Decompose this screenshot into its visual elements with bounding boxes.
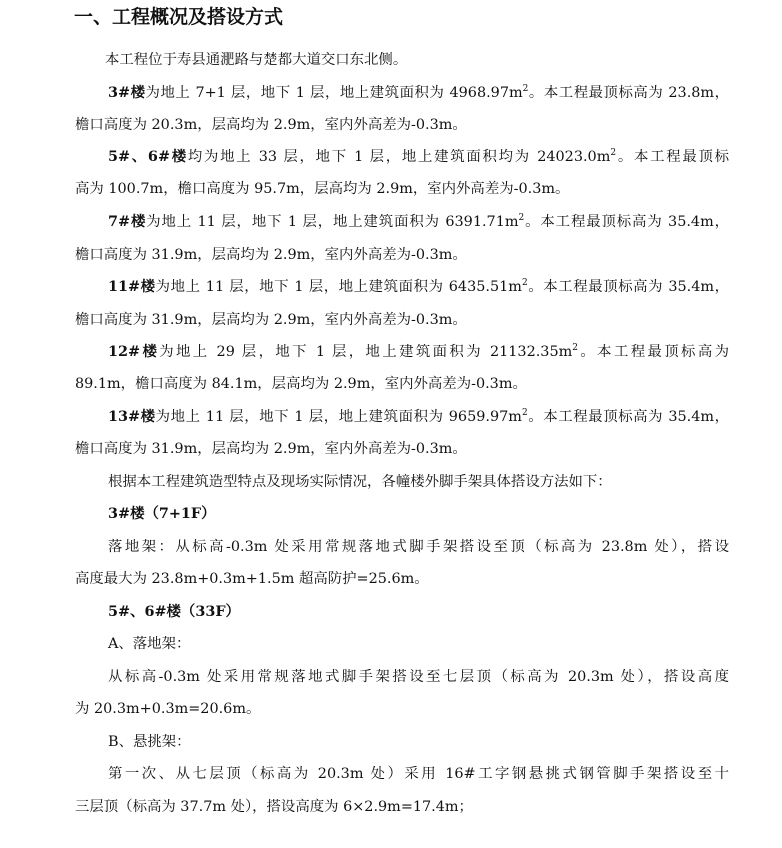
building-5-6-line1: 5#、6#楼均为地上 33 层，地下 1 层，地上建筑面积均为 $24023.0m^2$。本工程最顶标 [108, 148, 729, 165]
building-3-line2: 檐口高度为 20.3m，层高均为 2.9m，室内外高差为-0.3m。 [75, 117, 467, 133]
section-5-6-a-line2: 为 20.3m+0.3m=20.6m。 [75, 701, 261, 717]
building-3-line1: 3#楼为地上 7+1 层，地下 1 层，地上建筑面积为 $4968.97m^2$。本工程最顶标高为 23.8m， [108, 84, 729, 101]
building-7-line1: 7#楼为地上 11 层，地下 1 层，地上建筑面积为 $6391.71m^2$。本工程最顶标高为 35.4m， [108, 213, 730, 230]
building-5-6-name: 5#、6#楼 [108, 148, 188, 165]
section-5-6-b-line2: 三层顶（标高为 37.7m 处），搭设高度为 6×2.9m=17.4m； [75, 799, 473, 815]
section-3-line2: 高度最大为 23.8m+0.3m+1.5m 超高防护=25.6m。 [75, 571, 429, 587]
building-11-line1: 11#楼为地上 11 层，地下 1 层，地上建筑面积为 $6435.51m^2$。本工程最顶标高为 35.4m， [108, 278, 729, 295]
building-13-line2: 檐口高度为 31.9m，层高均为 2.9m，室内外高差为-0.3m。 [75, 441, 467, 457]
section-3-title: 3#楼（7+1F） [108, 505, 216, 522]
section-5-6-title: 5#、6#楼（33F） [108, 603, 240, 620]
section-5-6-a-line1: 从标高-0.3m 处采用常规落地式脚手架搭设至七层顶（标高为 20.3m 处），搭设高度 [108, 669, 729, 685]
building-11-name: 11#楼 [108, 278, 156, 295]
building-7-name: 7#楼 [108, 213, 147, 230]
building-5-6-line2: 高为 100.7m，檐口高度为 95.7m，层高均为 2.9m，室内外高差为-0.3m。 [75, 181, 570, 197]
building-3-name: 3#楼 [108, 84, 146, 101]
section-5-6-a-label: A、落地架： [108, 636, 191, 652]
building-13-line1: 13#楼为地上 11 层，地下 1 层，地上建筑面积为 $9659.97m^2$。本工程最顶标高为 35.4m， [108, 408, 729, 425]
section-5-6-b-label: B、悬挑架： [108, 734, 191, 750]
building-13-name: 13#楼 [108, 408, 156, 425]
building-12-line2: 89.1m，檐口高度为 84.1m，层高均为 2.9m，室内外高差为-0.3m。 [75, 376, 527, 392]
building-11-line2: 檐口高度为 31.9m，层高均为 2.9m，室内外高差为-0.3m。 [75, 312, 467, 328]
building-7-line2: 檐口高度为 31.9m，层高均为 2.9m，室内外高差为-0.3m。 [75, 247, 467, 263]
method-intro: 根据本工程建筑造型特点及现场实际情况，各幢楼外脚手架具体搭设方法如下： [108, 474, 612, 490]
building-12-name: 12#楼 [108, 343, 160, 360]
building-12-line1: 12#楼为地上 29 层，地下 1 层，地上建筑面积为 $21132.35m^2$。本工程最顶标高为 [108, 343, 729, 360]
section-5-6-b-line1: 第一次、从七层顶（标高为 20.3m 处）采用 16#工字钢悬挑式钢管脚手架搭设至十 [108, 766, 729, 782]
intro-paragraph: 本工程位于寿县通淝路与楚都大道交口东北侧。 [105, 52, 408, 68]
section-heading: 一、工程概况及搭设方式 [74, 6, 284, 28]
section-3-line1: 落地架：从标高-0.3m 处采用常规落地式脚手架搭设至顶（标高为 23.8m 处），搭设 [108, 539, 729, 555]
